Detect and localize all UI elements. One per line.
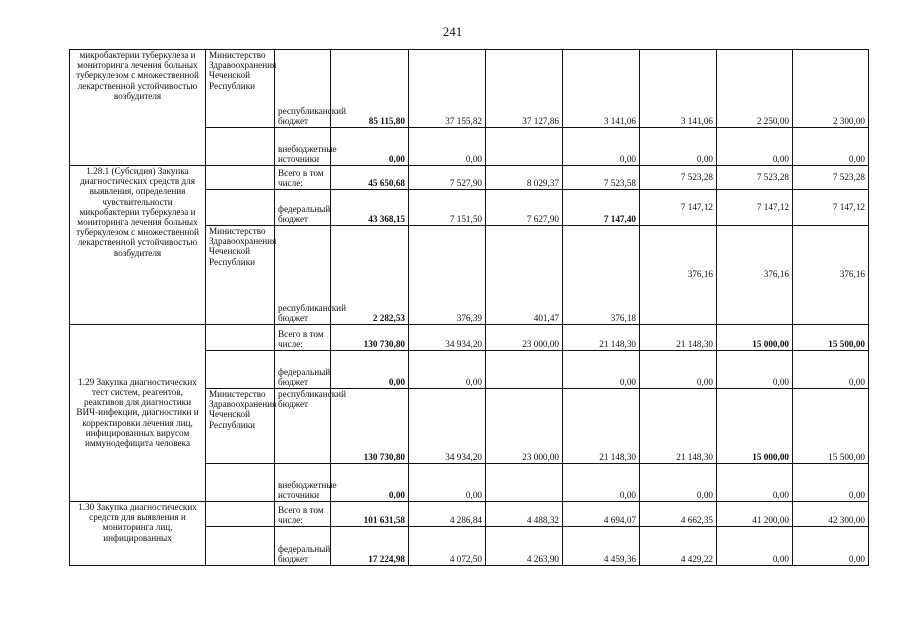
- year-value: 7 151,50: [409, 190, 486, 226]
- executor-cell: [206, 128, 275, 166]
- executor-cell: Министерство Здравоохранения Чеченской Республики: [206, 50, 275, 128]
- year-value: 7 147,12: [717, 190, 793, 226]
- year-value: 0,00: [640, 128, 717, 166]
- funding-source: Всего в том числе:: [275, 166, 331, 190]
- year-value: 7 527,90: [409, 166, 486, 190]
- year-value: 21 148,30: [563, 389, 640, 464]
- year-value: 7 147,40: [563, 190, 640, 226]
- measure-description: 1.29 Закупка диагностических тест систем, реагентов, реактивов для диагностики ВИЧ-инфекции, диагностики и корректировки лечения лиц, инфицированных вирусом иммунодефицита человека: [70, 325, 206, 502]
- year-value: 2 300,00: [793, 50, 869, 128]
- year-value: 41 200,00: [717, 502, 793, 527]
- funding-source: Всего в том числе:: [275, 325, 331, 351]
- year-value: 34 934,20: [409, 389, 486, 464]
- executor-cell: Министерство Здравоохранения Чеченской Республики: [206, 226, 275, 325]
- table-row: [70, 166, 869, 190]
- year-value: 3 141,06: [640, 50, 717, 128]
- year-value: 4 286,84: [409, 502, 486, 527]
- funding-source: федеральный бюджет: [275, 527, 331, 566]
- year-value: 15 000,00: [717, 325, 793, 351]
- total-value: 0,00: [331, 128, 409, 166]
- executor-cell: [206, 166, 275, 190]
- total-value: 85 115,80: [331, 50, 409, 128]
- measure-description: 1.28.1 (Субсидия) Закупка диагностических средств для выявления, определения чувствительности микробактерии туберкулеза и мониторинга лечения больных туберкулезом с множественной лекарственной устойчивостью возбудителя: [70, 166, 206, 325]
- year-value: 0,00: [717, 527, 793, 566]
- year-value: 376,16: [640, 226, 717, 325]
- year-value: 0,00: [563, 464, 640, 502]
- total-value: 43 368,15: [331, 190, 409, 226]
- measure-description: 1.30 Закупка диагностических средств для выявления и мониторинга лиц, инфицированных: [70, 502, 206, 566]
- budget-table: [69, 49, 869, 566]
- year-value: 0,00: [640, 464, 717, 502]
- year-value: 0,00: [793, 128, 869, 166]
- year-value: 0,00: [793, 464, 869, 502]
- year-value: 4 459,36: [563, 527, 640, 566]
- table-row: [70, 325, 869, 351]
- year-value: 7 147,12: [640, 190, 717, 226]
- year-value: 4 429,22: [640, 527, 717, 566]
- year-value: 21 148,30: [640, 325, 717, 351]
- funding-source: республиканский бюджет: [275, 226, 331, 325]
- year-value: 376,16: [717, 226, 793, 325]
- year-value: 3 141,06: [563, 50, 640, 128]
- total-value: 2 282,53: [331, 226, 409, 325]
- executor-cell: [206, 502, 275, 527]
- year-value: 37 127,86: [486, 50, 563, 128]
- year-value: 0,00: [563, 351, 640, 389]
- year-value: 23 000,00: [486, 325, 563, 351]
- year-value: 7 147,12: [793, 190, 869, 226]
- year-value: 4 694,07: [563, 502, 640, 527]
- year-value: [486, 464, 563, 502]
- year-value: 376,39: [409, 226, 486, 325]
- year-value: 376,16: [793, 226, 869, 325]
- year-value: 376,18: [563, 226, 640, 325]
- year-value: 15 000,00: [717, 389, 793, 464]
- year-value: 21 148,30: [563, 325, 640, 351]
- year-value: 37 155,82: [409, 50, 486, 128]
- total-value: 101 631,58: [331, 502, 409, 527]
- executor-cell: [206, 351, 275, 389]
- year-value: 0,00: [409, 128, 486, 166]
- year-value: 0,00: [793, 527, 869, 566]
- year-value: 15 500,00: [793, 389, 869, 464]
- year-value: [486, 128, 563, 166]
- total-value: 17 224,98: [331, 527, 409, 566]
- total-value: 130 730,80: [331, 325, 409, 351]
- page-number: 241: [442, 24, 463, 39]
- year-value: 4 263,90: [486, 527, 563, 566]
- year-value: 42 300,00: [793, 502, 869, 527]
- table-row: [70, 50, 869, 128]
- year-value: 0,00: [640, 351, 717, 389]
- funding-source: Всего в том числе:: [275, 502, 331, 527]
- executor-cell: Министерство Здравоохранения Чеченской Республики: [206, 389, 275, 464]
- year-value: 23 000,00: [486, 389, 563, 464]
- year-value: 0,00: [717, 464, 793, 502]
- funding-source: республиканский бюджет: [275, 389, 331, 464]
- year-value: 2 250,00: [717, 50, 793, 128]
- funding-source: федеральный бюджет: [275, 351, 331, 389]
- year-value: 21 148,30: [640, 389, 717, 464]
- year-value: 4 072,50: [409, 527, 486, 566]
- year-value: 0,00: [563, 128, 640, 166]
- year-value: 4 662,35: [640, 502, 717, 527]
- executor-cell: [206, 464, 275, 502]
- executor-cell: [206, 190, 275, 226]
- year-value: 0,00: [717, 128, 793, 166]
- total-value: 45 650,68: [331, 166, 409, 190]
- year-value: [486, 351, 563, 389]
- year-value: 34 934,20: [409, 325, 486, 351]
- year-value: 15 500,00: [793, 325, 869, 351]
- year-value: 401,47: [486, 226, 563, 325]
- year-value: 7 523,28: [717, 166, 793, 190]
- year-value: 7 523,28: [640, 166, 717, 190]
- year-value: 0,00: [717, 351, 793, 389]
- funding-source: республиканский бюджет: [275, 50, 331, 128]
- total-value: 0,00: [331, 464, 409, 502]
- executor-cell: [206, 325, 275, 351]
- year-value: 7 627,90: [486, 190, 563, 226]
- funding-source: федеральный бюджет: [275, 190, 331, 226]
- year-value: 0,00: [409, 351, 486, 389]
- year-value: 4 488,32: [486, 502, 563, 527]
- year-value: 0,00: [793, 351, 869, 389]
- measure-description: микробактерии туберкулеза и мониторинга лечения больных туберкулезом с множественной лекарственной устойчивостью возбудителя: [70, 50, 206, 166]
- year-value: 7 523,58: [563, 166, 640, 190]
- executor-cell: [206, 527, 275, 566]
- year-value: 7 523,28: [793, 166, 869, 190]
- total-value: 130 730,80: [331, 389, 409, 464]
- year-value: 0,00: [409, 464, 486, 502]
- funding-source: внебюджетные источники: [275, 464, 331, 502]
- funding-source: внебюджетные источники: [275, 128, 331, 166]
- year-value: 8 029,37: [486, 166, 563, 190]
- total-value: 0,00: [331, 351, 409, 389]
- table-row: [70, 502, 869, 527]
